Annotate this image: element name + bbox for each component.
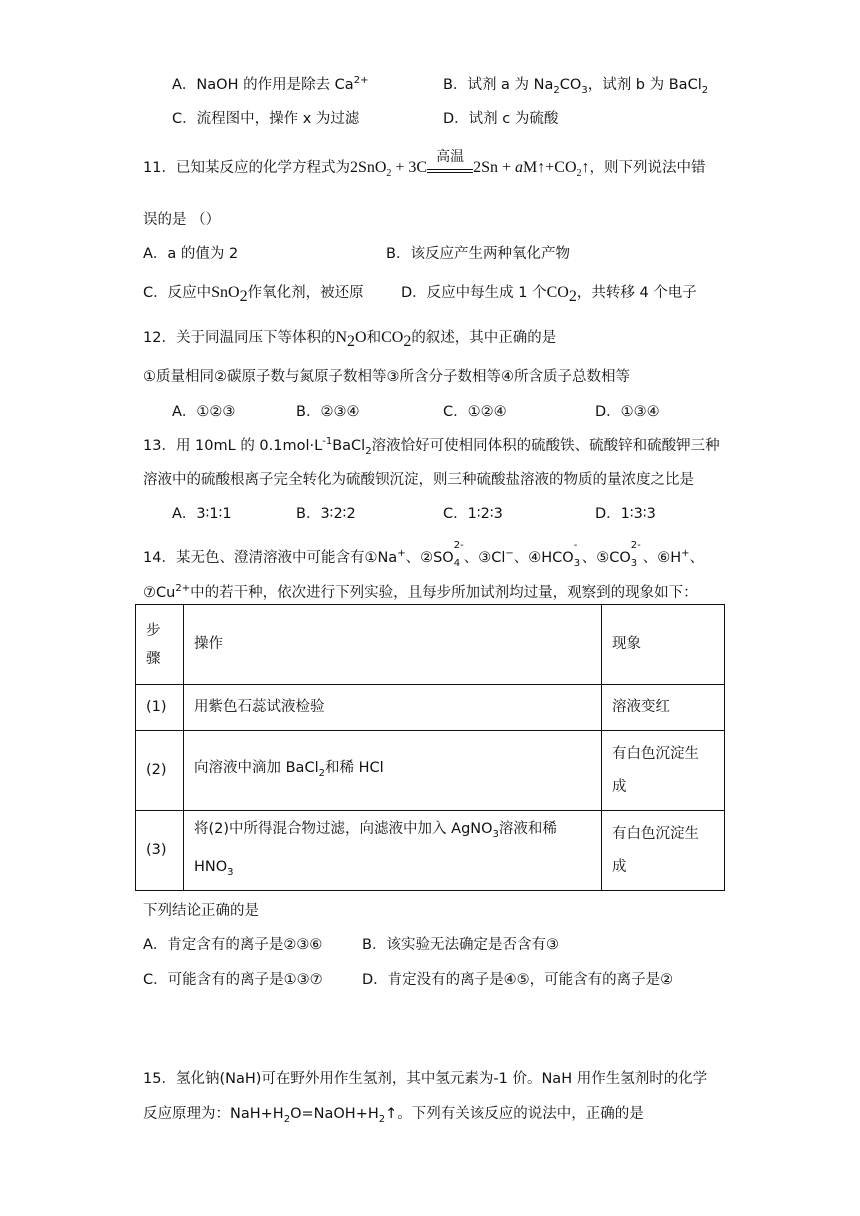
q11-equation: 2SnO$_2$ + 3C 高温 $2Sn + aM↑+CO_2↑$ <box>349 150 590 180</box>
q13-stem-line1: 13．用 10mL 的 $0.1mol\cdot L^{-1}BaCl_2$溶液恰好可使相同体积的硫酸铁、硫酸锌和硫酸钾三种 <box>143 436 720 457</box>
q13-stem-line2: 溶液中的硫酸根离子完全转化为硫酸钡沉淀，则三种硫酸盐溶液的物质的量浓度之比是 <box>143 472 694 488</box>
q12-option-a: A．①②③ <box>172 404 236 420</box>
q13-option-c: C．1∶2∶3 <box>443 506 503 522</box>
table-row <box>136 811 725 891</box>
row3-phenomenon: 有白色沉淀生 成 <box>602 811 725 891</box>
header-step: 步 骤 <box>136 605 184 685</box>
table-header-row <box>136 605 725 685</box>
q10-option-c: C．流程图中，操作 x 为过滤 <box>172 111 360 127</box>
q13-option-b: B．3∶2∶2 <box>296 506 356 522</box>
row1-step: (1) <box>136 685 184 731</box>
table-row <box>136 731 725 811</box>
q11-stem-line2: 误的是 （） <box>143 212 221 228</box>
q10-option-a: A．NaOH 的作用是除去 $Ca^{2+}$ <box>172 75 369 93</box>
row3-operation: 将(2)中所得混合物过滤，向滤液中加入 AgNO$_3$溶液和稀 $HNO_3$ <box>184 811 602 891</box>
row2-operation: 向溶液中滴加 BaCl$_2$和稀 HCl <box>184 731 602 811</box>
reaction-condition-arrow: 高温 <box>427 166 473 179</box>
q11-option-a: A．a 的值为 2 <box>143 246 239 262</box>
q12-option-d: D．①③④ <box>595 404 660 420</box>
q11-option-c: C．反应中SnO$_2$作氧化剂，被还原 <box>143 284 364 305</box>
q12-stem: 12．关于同温同压下等体积的$N_2O$和$CO_2$的叙述，其中正确的是 <box>143 329 557 350</box>
q15-stem-line2: 反应原理为：$NaH+H_2O=NaOH+H_2↑$。下列有关该反应的说法中，正确的是 <box>143 1106 644 1125</box>
row2-phenomenon: 有白色沉淀生 成 <box>602 731 725 811</box>
q14-option-b: B．该实验无法确定是否含有③ <box>362 937 559 953</box>
row3-step: (3) <box>136 811 184 891</box>
q10-option-d: D．试剂 c 为硫酸 <box>443 111 559 127</box>
q14-option-c: C．可能含有的离子是①③⑦ <box>143 972 323 988</box>
table-row <box>136 685 725 731</box>
experiment-table <box>135 604 725 891</box>
q11-stem: 11．已知某反应的化学方程式为2SnO$_2$ + 3C 高温 $2Sn + aM↑+CO_2↑$，则下列说法中错 <box>143 150 706 180</box>
q14-option-a: A．肯定含有的离子是②③⑥ <box>143 937 323 953</box>
q12-option-c: C．①②④ <box>443 404 507 420</box>
q12-statements: ①质量相同②碳原子数与氮原子数相等③所含分子数相等④所含质子总数相等 <box>143 369 630 385</box>
q14-stem-line2: $⑦Cu^{2+}$中的若干种，依次进行下列实验，且每步所加试剂均过量，观察到的现象如下： <box>143 583 698 601</box>
row1-phenomenon: 溶液变红 <box>602 685 725 731</box>
q12-option-b: B．②③④ <box>296 404 360 420</box>
q15-stem-line1: 15．氢化钠(NaH)可在野外用作生氢剂，其中氢元素为-1 价。NaH 用作生氢剂时的化学 <box>143 1071 708 1087</box>
q10-option-b: B．试剂 a 为 $Na_2CO_3$，试剂 b 为 BaCl$_2$ <box>443 77 709 96</box>
header-operation: 操作 <box>184 605 602 685</box>
q11-option-b: B．该反应产生两种氧化产物 <box>386 246 570 262</box>
q14-conclusion: 下列结论正确的是 <box>143 903 259 919</box>
header-phenomenon: 现象 <box>602 605 725 685</box>
q14-option-d: D．肯定没有的离子是④⑤，可能含有的离子是② <box>362 972 674 988</box>
q13-option-a: A．3∶1∶1 <box>172 506 232 522</box>
row1-operation: 用紫色石蕊试液检验 <box>184 685 602 731</box>
q13-option-d: D．1∶3∶3 <box>595 506 656 522</box>
row2-step: (2) <box>136 731 184 811</box>
q14-stem-line1: 14．某无色、澄清溶液中可能含有①Na+、②SO 2- 4 、③Cl−、④HCO - 3 、⑤CO 2- 3 、⑥H+、 <box>143 540 705 569</box>
q11-option-d: D．反应中每生成 1 个$CO_2$，共转移 4 个电子 <box>401 284 697 305</box>
